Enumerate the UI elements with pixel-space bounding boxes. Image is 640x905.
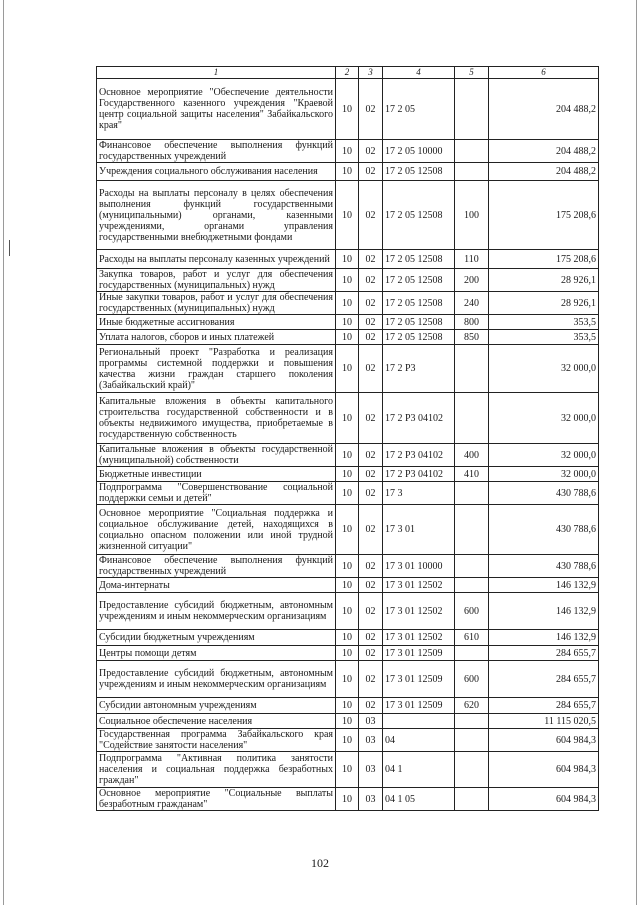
row-amount: 32 000,0 bbox=[489, 393, 599, 444]
row-name: Социальное обеспечение населения bbox=[97, 714, 336, 729]
table-row bbox=[97, 79, 599, 140]
row-amount: 430 788,6 bbox=[489, 555, 599, 578]
row-subsection: 02 bbox=[359, 292, 383, 315]
scan-left-edge bbox=[3, 0, 4, 905]
row-amount: 32 000,0 bbox=[489, 345, 599, 393]
row-expense-type: 600 bbox=[455, 661, 489, 698]
header-col-1: 1 bbox=[97, 67, 336, 79]
row-expense-type bbox=[455, 505, 489, 555]
row-section: 10 bbox=[336, 292, 359, 315]
row-name: Субсидии бюджетным учреждениям bbox=[97, 630, 336, 646]
row-section: 10 bbox=[336, 140, 359, 163]
row-expense-type bbox=[455, 79, 489, 140]
row-subsection: 02 bbox=[359, 555, 383, 578]
row-target-article: 17 2 Р3 04102 bbox=[383, 444, 455, 467]
row-amount: 353,5 bbox=[489, 330, 599, 345]
row-expense-type bbox=[455, 752, 489, 788]
row-expense-type: 850 bbox=[455, 330, 489, 345]
row-target-article: 17 2 05 12508 bbox=[383, 315, 455, 330]
row-target-article: 17 3 01 10000 bbox=[383, 555, 455, 578]
row-subsection: 02 bbox=[359, 630, 383, 646]
row-amount: 32 000,0 bbox=[489, 467, 599, 482]
row-target-article: 17 3 01 bbox=[383, 505, 455, 555]
row-amount: 28 926,1 bbox=[489, 292, 599, 315]
row-name: Расходы на выплаты персоналу казенных учреждений bbox=[97, 250, 336, 269]
row-name: Предоставление субсидий бюджетным, автономным учреждениям и иным некоммерческим организациям bbox=[97, 661, 336, 698]
row-subsection: 02 bbox=[359, 345, 383, 393]
row-subsection: 02 bbox=[359, 444, 383, 467]
row-amount: 204 488,2 bbox=[489, 163, 599, 181]
row-expense-type: 100 bbox=[455, 181, 489, 250]
row-target-article: 17 2 05 12508 bbox=[383, 269, 455, 292]
row-expense-type: 610 bbox=[455, 630, 489, 646]
row-amount: 204 488,2 bbox=[489, 140, 599, 163]
row-target-article bbox=[383, 714, 455, 729]
row-amount: 604 984,3 bbox=[489, 729, 599, 752]
row-section: 10 bbox=[336, 250, 359, 269]
row-section: 10 bbox=[336, 163, 359, 181]
row-target-article: 17 2 05 bbox=[383, 79, 455, 140]
row-amount: 175 208,6 bbox=[489, 181, 599, 250]
row-section: 10 bbox=[336, 714, 359, 729]
row-section: 10 bbox=[336, 578, 359, 593]
table-row bbox=[97, 630, 599, 646]
row-expense-type bbox=[455, 788, 489, 811]
row-target-article: 17 2 05 12508 bbox=[383, 292, 455, 315]
table-row bbox=[97, 269, 599, 292]
row-name: Дома-интернаты bbox=[97, 578, 336, 593]
row-expense-type: 800 bbox=[455, 315, 489, 330]
table-row bbox=[97, 163, 599, 181]
row-section: 10 bbox=[336, 79, 359, 140]
row-section: 10 bbox=[336, 555, 359, 578]
row-name: Капитальные вложения в объекты государственной (муниципальной) собственности bbox=[97, 444, 336, 467]
row-name: Капитальные вложения в объекты капитального строительства государственной собственности и в объекты недвижимого имущества, приобретаемые в государственную собственность bbox=[97, 393, 336, 444]
table-row bbox=[97, 315, 599, 330]
row-amount: 28 926,1 bbox=[489, 269, 599, 292]
header-col-3: 3 bbox=[359, 67, 383, 79]
row-subsection: 02 bbox=[359, 482, 383, 505]
row-subsection: 02 bbox=[359, 250, 383, 269]
row-subsection: 02 bbox=[359, 140, 383, 163]
row-subsection: 02 bbox=[359, 269, 383, 292]
row-target-article: 17 3 bbox=[383, 482, 455, 505]
row-expense-type bbox=[455, 646, 489, 661]
row-section: 10 bbox=[336, 181, 359, 250]
punch-mark bbox=[9, 240, 10, 256]
table-row bbox=[97, 482, 599, 505]
row-amount: 146 132,9 bbox=[489, 578, 599, 593]
table-row bbox=[97, 578, 599, 593]
table-row bbox=[97, 661, 599, 698]
table-row bbox=[97, 646, 599, 661]
row-expense-type: 410 bbox=[455, 467, 489, 482]
table-row bbox=[97, 593, 599, 630]
row-subsection: 03 bbox=[359, 788, 383, 811]
row-expense-type bbox=[455, 714, 489, 729]
table-row bbox=[97, 330, 599, 345]
row-expense-type bbox=[455, 140, 489, 163]
row-expense-type bbox=[455, 345, 489, 393]
row-target-article: 17 2 05 12508 bbox=[383, 181, 455, 250]
header-col-4: 4 bbox=[383, 67, 455, 79]
row-subsection: 02 bbox=[359, 578, 383, 593]
table-row bbox=[97, 467, 599, 482]
row-name: Подпрограмма "Активная политика занятости населения и социальная поддержка безработных граждан" bbox=[97, 752, 336, 788]
page-number: 102 bbox=[311, 856, 329, 870]
row-name: Бюджетные инвестиции bbox=[97, 467, 336, 482]
row-section: 10 bbox=[336, 729, 359, 752]
row-expense-type bbox=[455, 482, 489, 505]
row-section: 10 bbox=[336, 482, 359, 505]
row-section: 10 bbox=[336, 444, 359, 467]
table-header-row bbox=[97, 67, 599, 79]
row-name: Основное мероприятие "Обеспечение деятельности Государственного казенного учреждения "Краевой центр социальной защиты населения" Забайкальского края" bbox=[97, 79, 336, 140]
row-amount: 146 132,9 bbox=[489, 630, 599, 646]
row-name: Региональный проект "Разработка и реализация программы системной поддержки и повышения качества жизни граждан старшего поколения (Забайкальский край)" bbox=[97, 345, 336, 393]
row-section: 10 bbox=[336, 630, 359, 646]
table-row bbox=[97, 393, 599, 444]
row-target-article: 04 1 bbox=[383, 752, 455, 788]
row-subsection: 02 bbox=[359, 661, 383, 698]
table-row bbox=[97, 788, 599, 811]
row-expense-type: 600 bbox=[455, 593, 489, 630]
table-row bbox=[97, 250, 599, 269]
row-target-article: 17 3 01 12502 bbox=[383, 578, 455, 593]
budget-table-body bbox=[97, 67, 599, 811]
row-section: 10 bbox=[336, 752, 359, 788]
row-target-article: 17 3 01 12509 bbox=[383, 698, 455, 714]
row-target-article: 17 3 01 12509 bbox=[383, 661, 455, 698]
row-name: Иные бюджетные ассигнования bbox=[97, 315, 336, 330]
row-name: Финансовое обеспечение выполнения функций государственных учреждений bbox=[97, 555, 336, 578]
row-expense-type bbox=[455, 729, 489, 752]
table-row bbox=[97, 698, 599, 714]
row-name: Центры помощи детям bbox=[97, 646, 336, 661]
row-target-article: 17 2 05 12508 bbox=[383, 250, 455, 269]
row-subsection: 03 bbox=[359, 714, 383, 729]
row-name: Расходы на выплаты персоналу в целях обеспечения выполнения функций государственными (муниципальными) органами, казенными учреждениями, органами управления государственными внебюджетными фондами bbox=[97, 181, 336, 250]
row-subsection: 02 bbox=[359, 593, 383, 630]
row-subsection: 02 bbox=[359, 393, 383, 444]
table-row bbox=[97, 714, 599, 729]
row-section: 10 bbox=[336, 345, 359, 393]
budget-table bbox=[96, 66, 599, 811]
row-target-article: 04 bbox=[383, 729, 455, 752]
row-name: Предоставление субсидий бюджетным, автономным учреждениям и иным некоммерческим организациям bbox=[97, 593, 336, 630]
row-target-article: 17 2 Р3 bbox=[383, 345, 455, 393]
row-name: Финансовое обеспечение выполнения функций государственных учреждений bbox=[97, 140, 336, 163]
row-amount: 430 788,6 bbox=[489, 505, 599, 555]
row-section: 10 bbox=[336, 330, 359, 345]
row-section: 10 bbox=[336, 661, 359, 698]
row-name: Субсидии автономным учреждениям bbox=[97, 698, 336, 714]
row-amount: 175 208,6 bbox=[489, 250, 599, 269]
row-section: 10 bbox=[336, 646, 359, 661]
row-target-article: 17 2 Р3 04102 bbox=[383, 393, 455, 444]
row-section: 10 bbox=[336, 393, 359, 444]
row-subsection: 02 bbox=[359, 79, 383, 140]
row-section: 10 bbox=[336, 467, 359, 482]
row-amount: 604 984,3 bbox=[489, 752, 599, 788]
row-amount: 11 115 020,5 bbox=[489, 714, 599, 729]
row-expense-type bbox=[455, 163, 489, 181]
row-target-article: 17 2 05 10000 bbox=[383, 140, 455, 163]
row-expense-type: 400 bbox=[455, 444, 489, 467]
row-amount: 353,5 bbox=[489, 315, 599, 330]
header-col-2: 2 bbox=[336, 67, 359, 79]
row-target-article: 17 2 Р3 04102 bbox=[383, 467, 455, 482]
row-subsection: 02 bbox=[359, 315, 383, 330]
table-row bbox=[97, 181, 599, 250]
row-section: 10 bbox=[336, 269, 359, 292]
table-row bbox=[97, 292, 599, 315]
row-amount: 604 984,3 bbox=[489, 788, 599, 811]
row-amount: 284 655,7 bbox=[489, 661, 599, 698]
row-subsection: 02 bbox=[359, 698, 383, 714]
row-name: Основное мероприятие "Социальные выплаты безработным гражданам" bbox=[97, 788, 336, 811]
row-amount: 430 788,6 bbox=[489, 482, 599, 505]
row-amount: 284 655,7 bbox=[489, 646, 599, 661]
row-subsection: 02 bbox=[359, 467, 383, 482]
table-row bbox=[97, 345, 599, 393]
row-name: Основное мероприятие "Социальная поддержка и социальное обслуживание детей, находящихся в социально опасном положении или иной трудной жизненной ситуации" bbox=[97, 505, 336, 555]
row-amount: 146 132,9 bbox=[489, 593, 599, 630]
row-target-article: 17 2 05 12508 bbox=[383, 330, 455, 345]
table-row bbox=[97, 140, 599, 163]
table-row bbox=[97, 555, 599, 578]
row-target-article: 17 3 01 12502 bbox=[383, 593, 455, 630]
row-expense-type: 110 bbox=[455, 250, 489, 269]
row-amount: 284 655,7 bbox=[489, 698, 599, 714]
row-amount: 204 488,2 bbox=[489, 79, 599, 140]
row-expense-type: 240 bbox=[455, 292, 489, 315]
row-subsection: 03 bbox=[359, 752, 383, 788]
table-row bbox=[97, 729, 599, 752]
row-section: 10 bbox=[336, 788, 359, 811]
row-section: 10 bbox=[336, 315, 359, 330]
row-name: Уплата налогов, сборов и иных платежей bbox=[97, 330, 336, 345]
row-subsection: 03 bbox=[359, 729, 383, 752]
row-expense-type bbox=[455, 555, 489, 578]
header-col-5: 5 bbox=[455, 67, 489, 79]
row-name: Государственная программа Забайкальского края "Содействие занятости населения" bbox=[97, 729, 336, 752]
row-subsection: 02 bbox=[359, 181, 383, 250]
row-name: Иные закупки товаров, работ и услуг для обеспечения государственных (муниципальных) нужд bbox=[97, 292, 336, 315]
row-subsection: 02 bbox=[359, 163, 383, 181]
row-target-article: 17 3 01 12502 bbox=[383, 630, 455, 646]
row-name: Закупка товаров, работ и услуг для обеспечения государственных (муниципальных) нужд bbox=[97, 269, 336, 292]
row-name: Подпрограмма "Совершенствование социальной поддержки семьи и детей" bbox=[97, 482, 336, 505]
row-expense-type bbox=[455, 578, 489, 593]
table-row bbox=[97, 444, 599, 467]
header-col-6: 6 bbox=[489, 67, 599, 79]
row-name: Учреждения социального обслуживания населения bbox=[97, 163, 336, 181]
row-subsection: 02 bbox=[359, 330, 383, 345]
scan-right-edge bbox=[636, 0, 637, 905]
table-row bbox=[97, 505, 599, 555]
table-row bbox=[97, 752, 599, 788]
row-subsection: 02 bbox=[359, 646, 383, 661]
row-section: 10 bbox=[336, 505, 359, 555]
row-subsection: 02 bbox=[359, 505, 383, 555]
row-expense-type bbox=[455, 393, 489, 444]
row-target-article: 17 3 01 12509 bbox=[383, 646, 455, 661]
row-target-article: 04 1 05 bbox=[383, 788, 455, 811]
row-expense-type: 200 bbox=[455, 269, 489, 292]
row-section: 10 bbox=[336, 593, 359, 630]
row-section: 10 bbox=[336, 698, 359, 714]
row-target-article: 17 2 05 12508 bbox=[383, 163, 455, 181]
row-expense-type: 620 bbox=[455, 698, 489, 714]
row-amount: 32 000,0 bbox=[489, 444, 599, 467]
